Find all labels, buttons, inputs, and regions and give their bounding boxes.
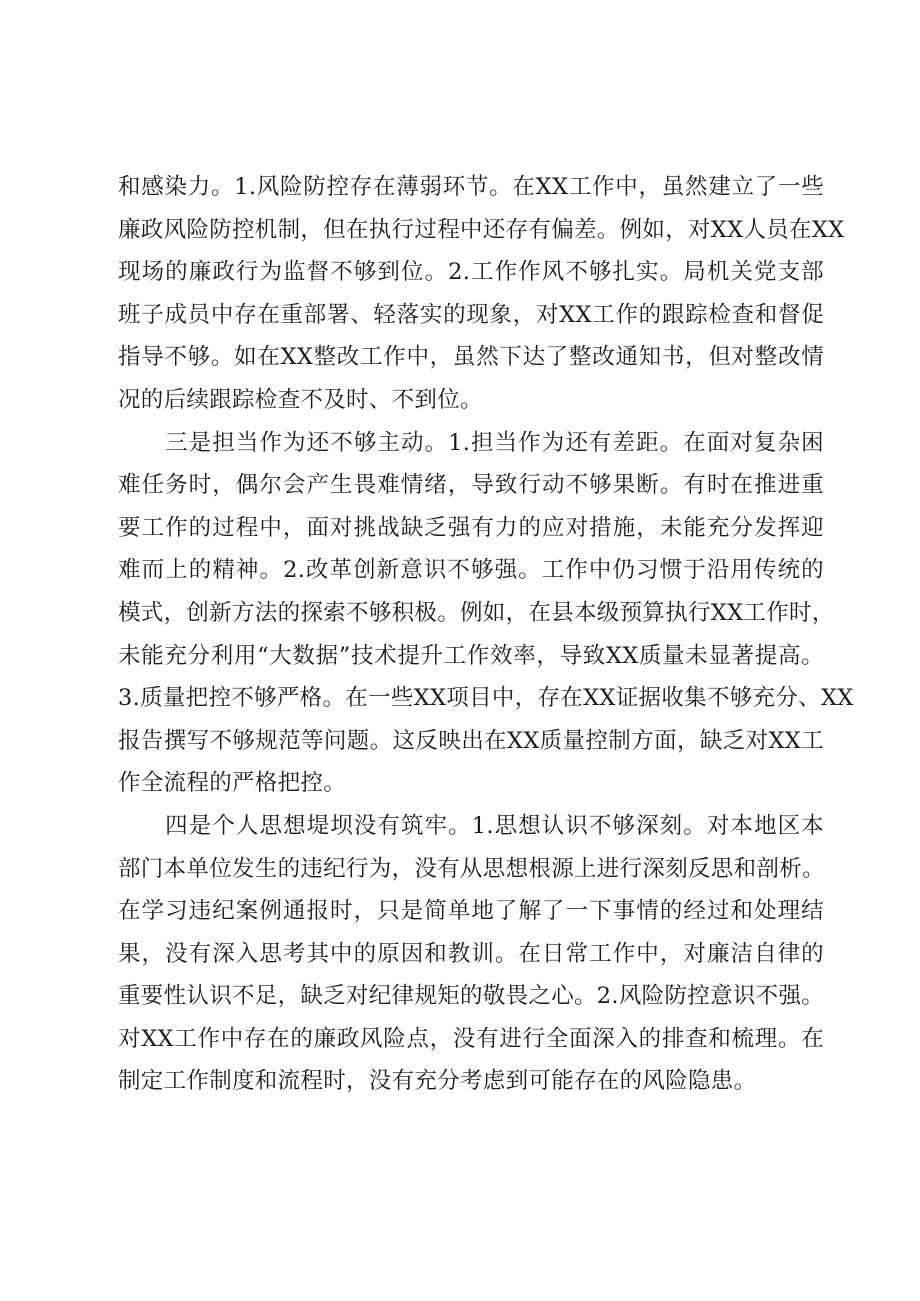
paragraph-line: 报告撰写不够规范等问题。这反映出在XX质量控制方面，缺乏对XX工	[118, 727, 824, 754]
paragraph-3	[118, 805, 824, 1103]
paragraph-line: 模式，创新方法的探索不够积极。例如，在县本级预算执行XX工作时，	[118, 599, 835, 626]
paragraph-line: 难而上的精神。2.改革创新意识不够强。工作中仍习惯于沿用传统的	[118, 557, 824, 584]
paragraph-line: 三是担当作为还不够主动。1.担当作为还有差距。在面对复杂困	[118, 429, 824, 456]
paragraph-line: 作全流程的严格把控。	[118, 770, 347, 797]
paragraph-1	[118, 166, 845, 422]
paragraph-line: 指导不够。如在XX整改工作中，虽然下达了整改通知书，但对整改情	[118, 344, 824, 371]
paragraph-line: 在学习违纪案例通报时，只是简单地了解了一下事情的经过和处理结	[118, 898, 824, 925]
paragraph-line: 对XX工作中存在的廉政风险点，没有进行全面深入的排查和梳理。在	[118, 1025, 824, 1052]
paragraph-line: 果，没有深入思考其中的原因和教训。在日常工作中，对廉洁自律的	[118, 940, 824, 967]
paragraph-line: 部门本单位发生的违纪行为，没有从思想根源上进行深刻反思和剖析。	[118, 855, 825, 882]
paragraph-2	[118, 422, 854, 805]
paragraph-line: 要工作的过程中，面对挑战缺乏强有力的应对措施，未能充分发挥迎	[118, 514, 824, 541]
paragraph-line: 制定工作制度和流程时，没有充分考虑到可能存在的风险隐患。	[118, 1068, 757, 1095]
paragraph-line: 和感染力。1.风险防控存在薄弱环节。在XX工作中，虽然建立了一些	[118, 174, 824, 200]
paragraph-line: 况的后续跟踪检查不及时、不到位。	[118, 386, 483, 413]
paragraph-line: 重要性认识不足，缺乏对纪律规矩的敬畏之心。2.风险防控意识不强。	[118, 983, 825, 1010]
paragraph-line: 现场的廉政行为监督不够到位。2.工作作风不够扎实。局机关党支部	[118, 259, 824, 286]
document-body	[118, 166, 854, 1103]
paragraph-line: 班子成员中存在重部署、轻落实的现象，对XX工作的跟踪检查和督促	[118, 301, 824, 328]
paragraph-line: 3.质量把控不够严格。在一些XX项目中，存在XX证据收集不够充分、XX	[118, 685, 854, 712]
paragraph-line: 未能充分利用“大数据”技术提升工作效率，导致XX质量未显著提高。	[118, 642, 824, 669]
paragraph-line: 廉政风险防控机制，但在执行过程中还存有偏差。例如，对XX人员在XX	[118, 216, 845, 243]
paragraph-line: 难任务时，偶尔会产生畏难情绪，导致行动不够果断。有时在推进重	[118, 472, 824, 499]
paragraph-line: 四是个人思想堤坝没有筑牢。1.思想认识不够深刻。对本地区本	[118, 812, 824, 839]
